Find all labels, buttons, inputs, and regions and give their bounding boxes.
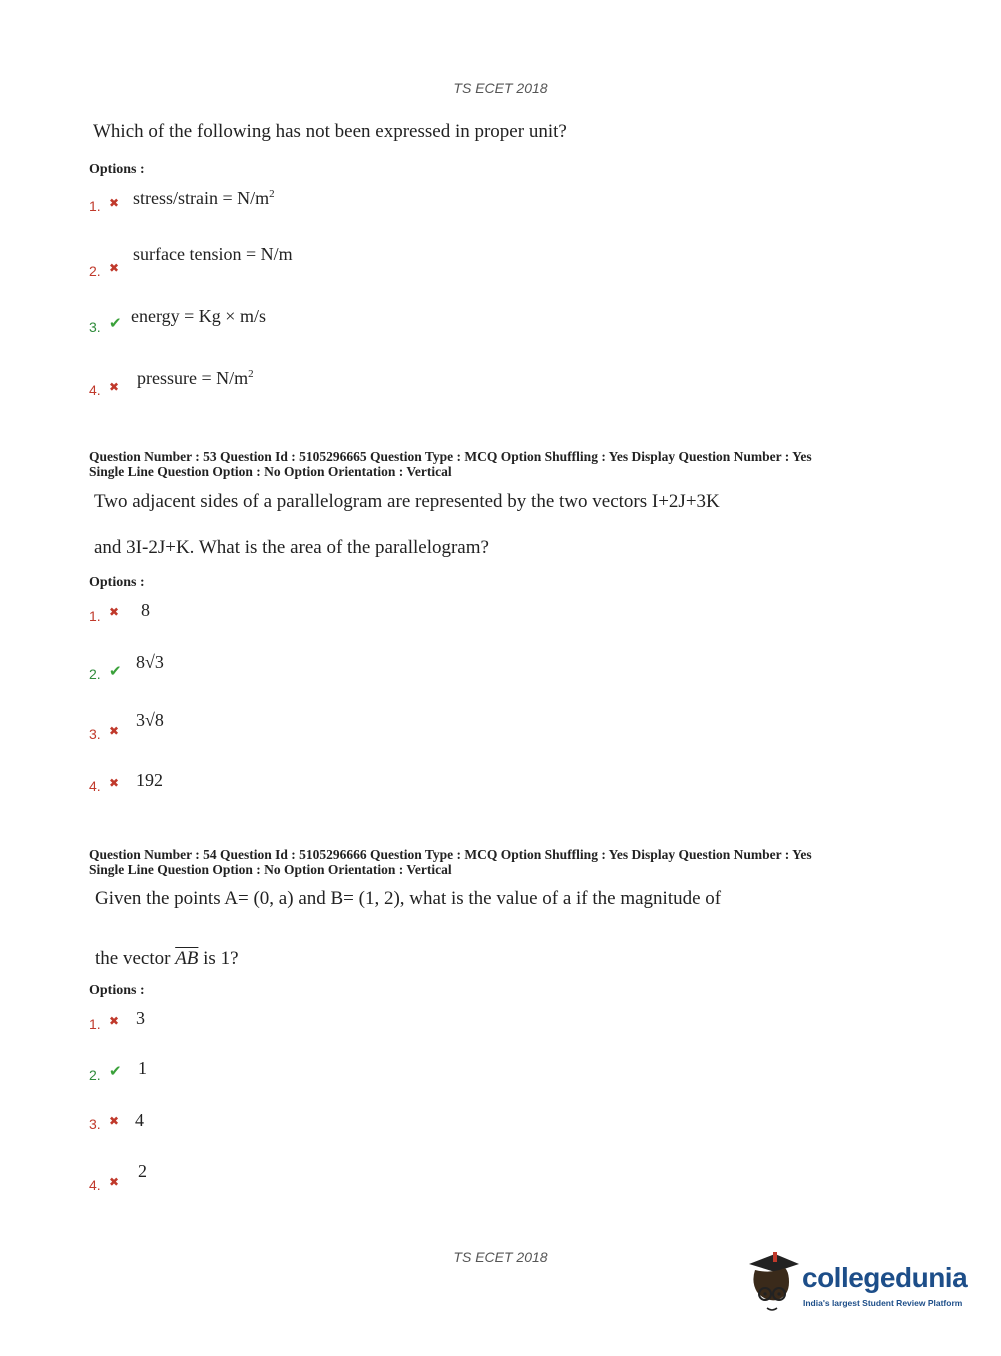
question-54-text-line1: Given the points A= (0, a) and B= (1, 2), what is the value of a if the magnitude of — [95, 888, 722, 909]
cross-icon: ✖ — [109, 196, 120, 210]
cross-icon: ✖ — [109, 1014, 120, 1028]
cross-icon: ✖ — [109, 724, 120, 738]
question-53-text-line1: Two adjacent sides of a parallelogram are represented by the two vectors I+2J+3K — [94, 491, 720, 512]
q53-options-label: Options : — [89, 575, 145, 590]
question-52-text: Which of the following has not been expressed in proper unit? — [93, 121, 567, 142]
option-number: 2. — [89, 1067, 101, 1083]
q53-metadata — [89, 449, 812, 479]
option-text: 8 — [141, 600, 150, 620]
option-text: 1 — [138, 1058, 147, 1078]
option-number: 4. — [89, 778, 101, 794]
option-number: 1. — [89, 198, 101, 214]
option-number: 3. — [89, 1116, 101, 1132]
check-icon: ✔ — [109, 1062, 122, 1080]
option-text: 4 — [135, 1110, 144, 1130]
option-number: 3. — [89, 319, 101, 335]
cross-icon: ✖ — [109, 261, 120, 275]
brand-name: collegedunia — [802, 1262, 968, 1293]
option-text: 8√3 — [136, 652, 164, 672]
mascot-icon — [745, 1250, 801, 1320]
cross-icon: ✖ — [109, 1175, 120, 1189]
question-54-text-line2: the vector $\overline{AB}$ is 1? — [95, 948, 239, 969]
q54-options-label: Options : — [89, 983, 145, 998]
option-text: 192 — [136, 770, 163, 790]
option-text: 2 — [138, 1161, 147, 1181]
option-number: 4. — [89, 382, 101, 398]
meta-line: Question Number : 53 Question Id : 5105296665 Question Type : MCQ Option Shuffling : Yes Display Question Number : Yes — [89, 449, 812, 464]
option-number: 3. — [89, 726, 101, 742]
meta-line: Single Line Question Option : No Option Orientation : Vertical — [89, 464, 452, 479]
q52-options-label: Options : — [89, 162, 145, 177]
page-footer: TS ECET 2018 — [453, 1249, 548, 1265]
cross-icon: ✖ — [109, 380, 120, 394]
option-text: energy = Kg × m/s — [131, 306, 266, 326]
option-text: pressure = $N/m^2$ — [137, 368, 254, 388]
cross-icon: ✖ — [109, 1114, 120, 1128]
option-text: surface tension = N/m — [133, 244, 293, 264]
check-icon: ✔ — [109, 314, 122, 332]
collegedunia-logo — [745, 1250, 975, 1320]
option-text: 3√8 — [136, 710, 164, 730]
check-icon: ✔ — [109, 662, 122, 680]
option-number: 2. — [89, 263, 101, 279]
vector-ab: $\overline{AB}$ — [175, 948, 199, 969]
meta-line: Question Number : 54 Question Id : 5105296666 Question Type : MCQ Option Shuffling : Yes Display Question Number : Yes — [89, 847, 812, 862]
question-53-text-line2: and 3I-2J+K. What is the area of the parallelogram? — [94, 537, 489, 558]
option-number: 1. — [89, 608, 101, 624]
cross-icon: ✖ — [109, 776, 120, 790]
cross-icon: ✖ — [109, 605, 120, 619]
q54-metadata — [89, 847, 812, 877]
brand-tagline: India's largest Student Review Platform — [803, 1298, 963, 1308]
option-text: stress/strain = $N/m^2$ — [133, 188, 275, 208]
option-number: 1. — [89, 1016, 101, 1032]
option-number: 2. — [89, 666, 101, 682]
page-header: TS ECET 2018 — [453, 80, 548, 96]
option-number: 4. — [89, 1177, 101, 1193]
meta-line: Single Line Question Option : No Option Orientation : Vertical — [89, 862, 452, 877]
option-text: 3 — [136, 1008, 145, 1028]
